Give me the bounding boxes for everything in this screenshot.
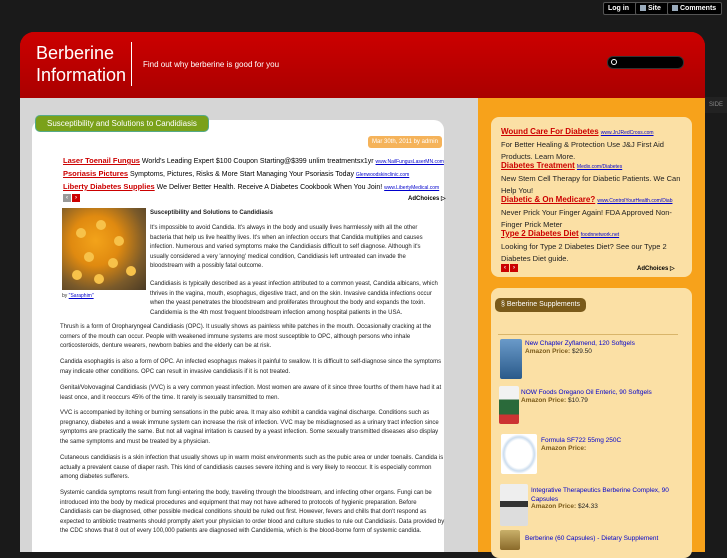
post-date: Mar 30th, 2011 by admin xyxy=(368,136,442,148)
site-tagline: Find out why berberine is good for you xyxy=(143,60,280,69)
product-image[interactable] xyxy=(500,530,520,550)
product-image[interactable] xyxy=(500,484,528,526)
adchoices-link[interactable]: AdChoices ▷ xyxy=(637,266,675,272)
post-title[interactable]: Susceptibility and Solutions to Candidiasis xyxy=(35,115,209,132)
product-image[interactable] xyxy=(499,386,519,424)
adchoices-icon: ▷ xyxy=(441,196,446,202)
post-paragraph: Candidiasis is typically described as a yeast infection attributed to a common yeast, Candida albicans, which thrives in the vagina, mouth, esophagus, digestive tract, and on the skin. Invasive candida infections occur when the yeast penetrates the bloodstream and proliferates throughout the body and expands the toxin. Candidemia is the 4th most frequent bloodstream infection among hospital patients in the USA. xyxy=(150,281,438,316)
image-author-link[interactable]: "Saraphim" xyxy=(68,293,94,299)
inline-ad[interactable]: Laser Toenail Fungus World's Leading Expert $100 Coupon Starting@$399 unlim treatmentsx1yr www.NailFungusLaserMN.com xyxy=(63,156,444,165)
adchoices-icon: ▷ xyxy=(670,266,675,272)
site-title-line2: Information xyxy=(36,65,127,85)
ad-prev-button[interactable]: ‹ xyxy=(501,264,509,272)
post-paragraph: Candida esophagitis is also a form of OPC. An infected esophagus makes it painful to swallow. It is difficult to self-diagnose since the symptoms may indicate other conditions. OPC can result in invasive candidiasis if it is not treated. xyxy=(60,359,442,375)
product-link[interactable]: New Chapter Zyflamend, 120 Softgels xyxy=(525,340,635,347)
product-link[interactable]: Integrative Therapeutics Berberine Complex, 90 Capsules xyxy=(531,487,669,503)
title-divider xyxy=(131,42,132,86)
inline-ad[interactable]: Liberty Diabetes Supplies We Deliver Better Health. Receive A Diabetes Cookbook When You Join! www.LibertyMedical.com xyxy=(63,182,440,191)
site-title-line1: Berberine xyxy=(36,43,115,63)
post-paragraph: Genital/Volvovaginal Candidiasis (VVC) is a very common yeast infection. Most women are aware of it since three fourths of them have had it at least once, and it reoccurs 45% of the time. It rarely is sexually transmitted to men. xyxy=(60,385,442,401)
ad-next-button[interactable]: › xyxy=(510,264,518,272)
post-image[interactable] xyxy=(62,208,146,290)
ad-prev-button[interactable]: ‹ xyxy=(63,194,71,202)
product-image[interactable] xyxy=(500,339,522,379)
site-header xyxy=(20,32,705,98)
post-paragraph: VVC is accompanied by itching or burning sensations in the pubic area. It may also exhibit a candida vaginal discharge. Conditions such as pregnancy, diabetes and a weak immune system can increase the risk of infection. VVC may be misdiagnosed as a urinary tract infection since symptoms are practically the same. But not all vaginal irritation is caused by a yeast infection. Some sexually transmitted diseases also display the same symptoms and must be treated by a physician. xyxy=(60,410,439,445)
side-tab[interactable]: SIDE xyxy=(705,97,727,113)
product-price: Amazon Price: $29.50 xyxy=(525,348,592,355)
post-paragraph: Thrush is a form of Oropharyngeal Candidiasis (OPC). It usually shows as painless white patches in the mouth. Occasionally cracking at the corners of the mouth can occur. People with weakened immune systems are most susceptible to OPC, although persons who inhale corticosteroids, denture wearers, newborn babies and the elderly can be at risk. xyxy=(60,324,432,350)
rss-icon xyxy=(640,5,646,11)
sidebar-ad[interactable]: Wound Care For Diabetes www.JnJRedCross.com For Better Healing & Protection Use J&J First Aid Products. Learn More. xyxy=(501,127,664,161)
comments-rss-button[interactable]: Comments xyxy=(667,2,722,15)
post-heading: Susceptibility and Solutions to Candidiasis xyxy=(150,210,274,216)
product-link[interactable]: Berberine (60 Capsules) - Dietary Supplement xyxy=(525,535,659,542)
sidebar-ad[interactable]: Diabetes Treatment Medix.com/Diabetes New Stem Cell Therapy for Diabetic Patients. We Can Help You! xyxy=(501,161,681,195)
product-price: Amazon Price: $10.79 xyxy=(521,397,588,404)
site-rss-button[interactable]: Site xyxy=(635,2,670,15)
post-paragraph: Systemic candida symptoms result from fungi entering the body, traveling through the bloodstream, and infecting other organs. Fungi can be introduced into the body by medical procedures and equipment that may not have adhered to protocols of hygienic preparation. Before Candidiasis can be diagnosed, other possible medical conditions should be ruled out first. However, fevers and chills that don't respond as expected to antibiotic treatments should promptly alert your physician to order blood and culture studies to rule out Candidiasis. Data provided by the CDC shows that 8 out of every 100,000 patients are diagnosed with Candidemia, which is the blood-borne form of systemic candida. xyxy=(60,490,445,535)
search-icon xyxy=(611,59,617,65)
search-input[interactable] xyxy=(607,56,684,69)
supplements-heading: § Berberine Supplements xyxy=(495,298,586,312)
post-paragraph: Cutaneous candidiasis is a skin infection that usually shows up in warm moist environments such as the pubic area or under toenails. Candida is actually a prevalent cause of diaper rash. This kind of candidiasis causes severe itching and is very likely to reoccur. It is especially common among diabetes sufferers. xyxy=(60,455,444,481)
product-price: Amazon Price: xyxy=(541,445,587,452)
rss-icon xyxy=(672,5,678,11)
top-bar xyxy=(0,0,727,16)
sidebar-ad[interactable]: Type 2 Diabetes Diet foodnnetwork.net Looking for Type 2 Diabetes Diet? See our Type 2 Diabetes Diet guide. xyxy=(501,229,667,263)
inline-ad[interactable]: Psoriasis Pictures Symptoms, Pictures, Risks & More Start Managing Your Psoriasis Today Glenwoodskinclinic.com xyxy=(63,169,410,178)
sidebar-ad[interactable]: Diabetic & On Medicare? www.ControlYourHealth.com/Diab Never Prick Your Finger Again! FDA Approved Non-Finger Prick Meter xyxy=(501,195,673,229)
ad-next-button[interactable]: › xyxy=(72,194,80,202)
product-link[interactable]: Formula SF722 55mg 250C xyxy=(541,437,622,444)
site-title[interactable] xyxy=(36,42,136,86)
login-button[interactable]: Log in xyxy=(603,2,638,15)
post-paragraph: It's impossible to avoid Candida. It's always in the body and usually lives harmlessly with all the other bacteria that help us live healthy lives. It's when an infection occurs that Candida multiplies and causes infection. Numerous and varied symptoms make the Candidiasis difficult to self diagnose. Although it's usually considered a very 'annoying' medical condition, Candidiasis left untreated can invade the bloodstream with a possibly fatal outcome. xyxy=(150,225,423,270)
divider xyxy=(498,334,678,335)
product-price: Amazon Price: $24.33 xyxy=(531,503,598,510)
product-link[interactable]: NOW Foods Oregano Oil Enteric, 90 Softgels xyxy=(521,389,652,396)
image-caption: by "Saraphim" xyxy=(62,293,94,299)
adchoices-link[interactable]: AdChoices ▷ xyxy=(408,196,446,202)
product-image[interactable] xyxy=(501,434,537,474)
